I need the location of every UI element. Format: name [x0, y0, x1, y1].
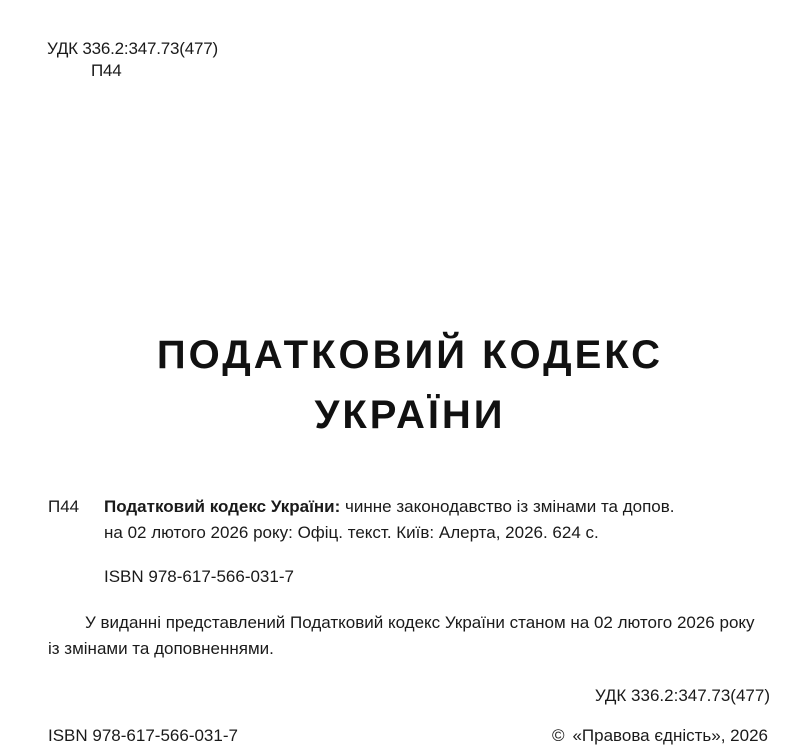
isbn-bottom: ISBN 978-617-566-031-7 [48, 726, 238, 745]
book-title-line-1: ПОДАТКОВИЙ КОДЕКС [156, 333, 664, 377]
copyright [552, 725, 768, 747]
bibliographic-record [48, 494, 773, 546]
author-mark-top: П44 [91, 61, 122, 80]
copyright-text: «Правова єдність», 2026 [572, 726, 768, 745]
udc-block-top [47, 38, 218, 82]
annotation: У виданні представлений Податковий кодекс України станом на 02 лютого 2026 року із змінами та доповненнями. [48, 613, 755, 658]
bibliographic-description-line-1: чинне законодавство із змінами та допов. [340, 497, 675, 516]
isbn-mid: ISBN 978-617-566-031-7 [104, 567, 294, 586]
bibliographic-author-mark: П44 [48, 497, 80, 516]
bibliographic-description [104, 494, 773, 546]
udc-code-top: УДК 336.2:347.73(477) [47, 39, 218, 58]
book-title-line-2: УКРАЇНИ [314, 393, 506, 437]
book-title [0, 325, 800, 445]
bibliographic-title: Податковий кодекс України: [104, 497, 341, 516]
bibliographic-description-line-2: на 02 лютого 2026 року: Офіц. текст. Київ: Алерта, 2026. 624 с. [104, 523, 599, 542]
copyright-icon: © [551, 726, 565, 745]
udc-code-bottom: УДК 336.2:347.73(477) [594, 686, 770, 705]
